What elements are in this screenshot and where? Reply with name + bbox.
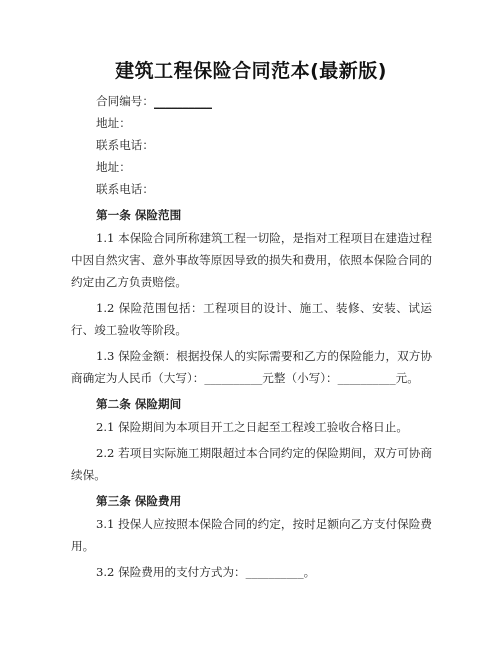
section-heading: 第二条 保险期间 xyxy=(96,397,182,411)
section-paragraph: 3.2 保险费用的支付方式为：__________。 xyxy=(96,565,316,579)
section-heading: 第三条 保险费用 xyxy=(96,494,182,508)
phone-field: 联系电话： xyxy=(96,182,154,196)
document-title: 建筑工程保险合同范本(最新版) xyxy=(115,60,387,82)
section-paragraph: 1.2 保险范围包括：工程项目的设计、施工、装修、安装、试运行、竣工验收等阶段。 xyxy=(71,301,432,337)
field-label: 合同编号： xyxy=(96,94,154,108)
section-paragraph: 3.1 投保人应按照本保险合同的约定，按时足额向乙方支付保险费用。 xyxy=(71,517,432,553)
contract-number-blank: __________ xyxy=(153,94,212,108)
contract-number-field xyxy=(96,90,432,112)
document-body xyxy=(71,90,432,587)
section-paragraph: 2.1 保险期间为本项目开工之日起至工程竣工验收合格日止。 xyxy=(96,420,408,434)
phone-field: 联系电话： xyxy=(96,138,154,152)
section-heading: 第一条 保险范围 xyxy=(96,208,182,222)
address-field: 地址： xyxy=(96,116,131,130)
address-field: 地址： xyxy=(96,160,131,174)
section-paragraph: 1.3 保险金额：根据投保人的实际需要和乙方的保险能力，双方协商确定为人民币（大写）：__________元整（小写）：__________元。 xyxy=(71,349,432,385)
section-paragraph: 1.1 本保险合同所称建筑工程一切险，是指对工程项目在建造过程中因自然灾害、意外事故等原因导致的损失和费用，依照本保险合同的约定由乙方负责赔偿。 xyxy=(71,231,432,289)
section-paragraph: 2.2 若项目实际施工期限超过本合同约定的保险期间，双方可协商续保。 xyxy=(71,446,432,482)
